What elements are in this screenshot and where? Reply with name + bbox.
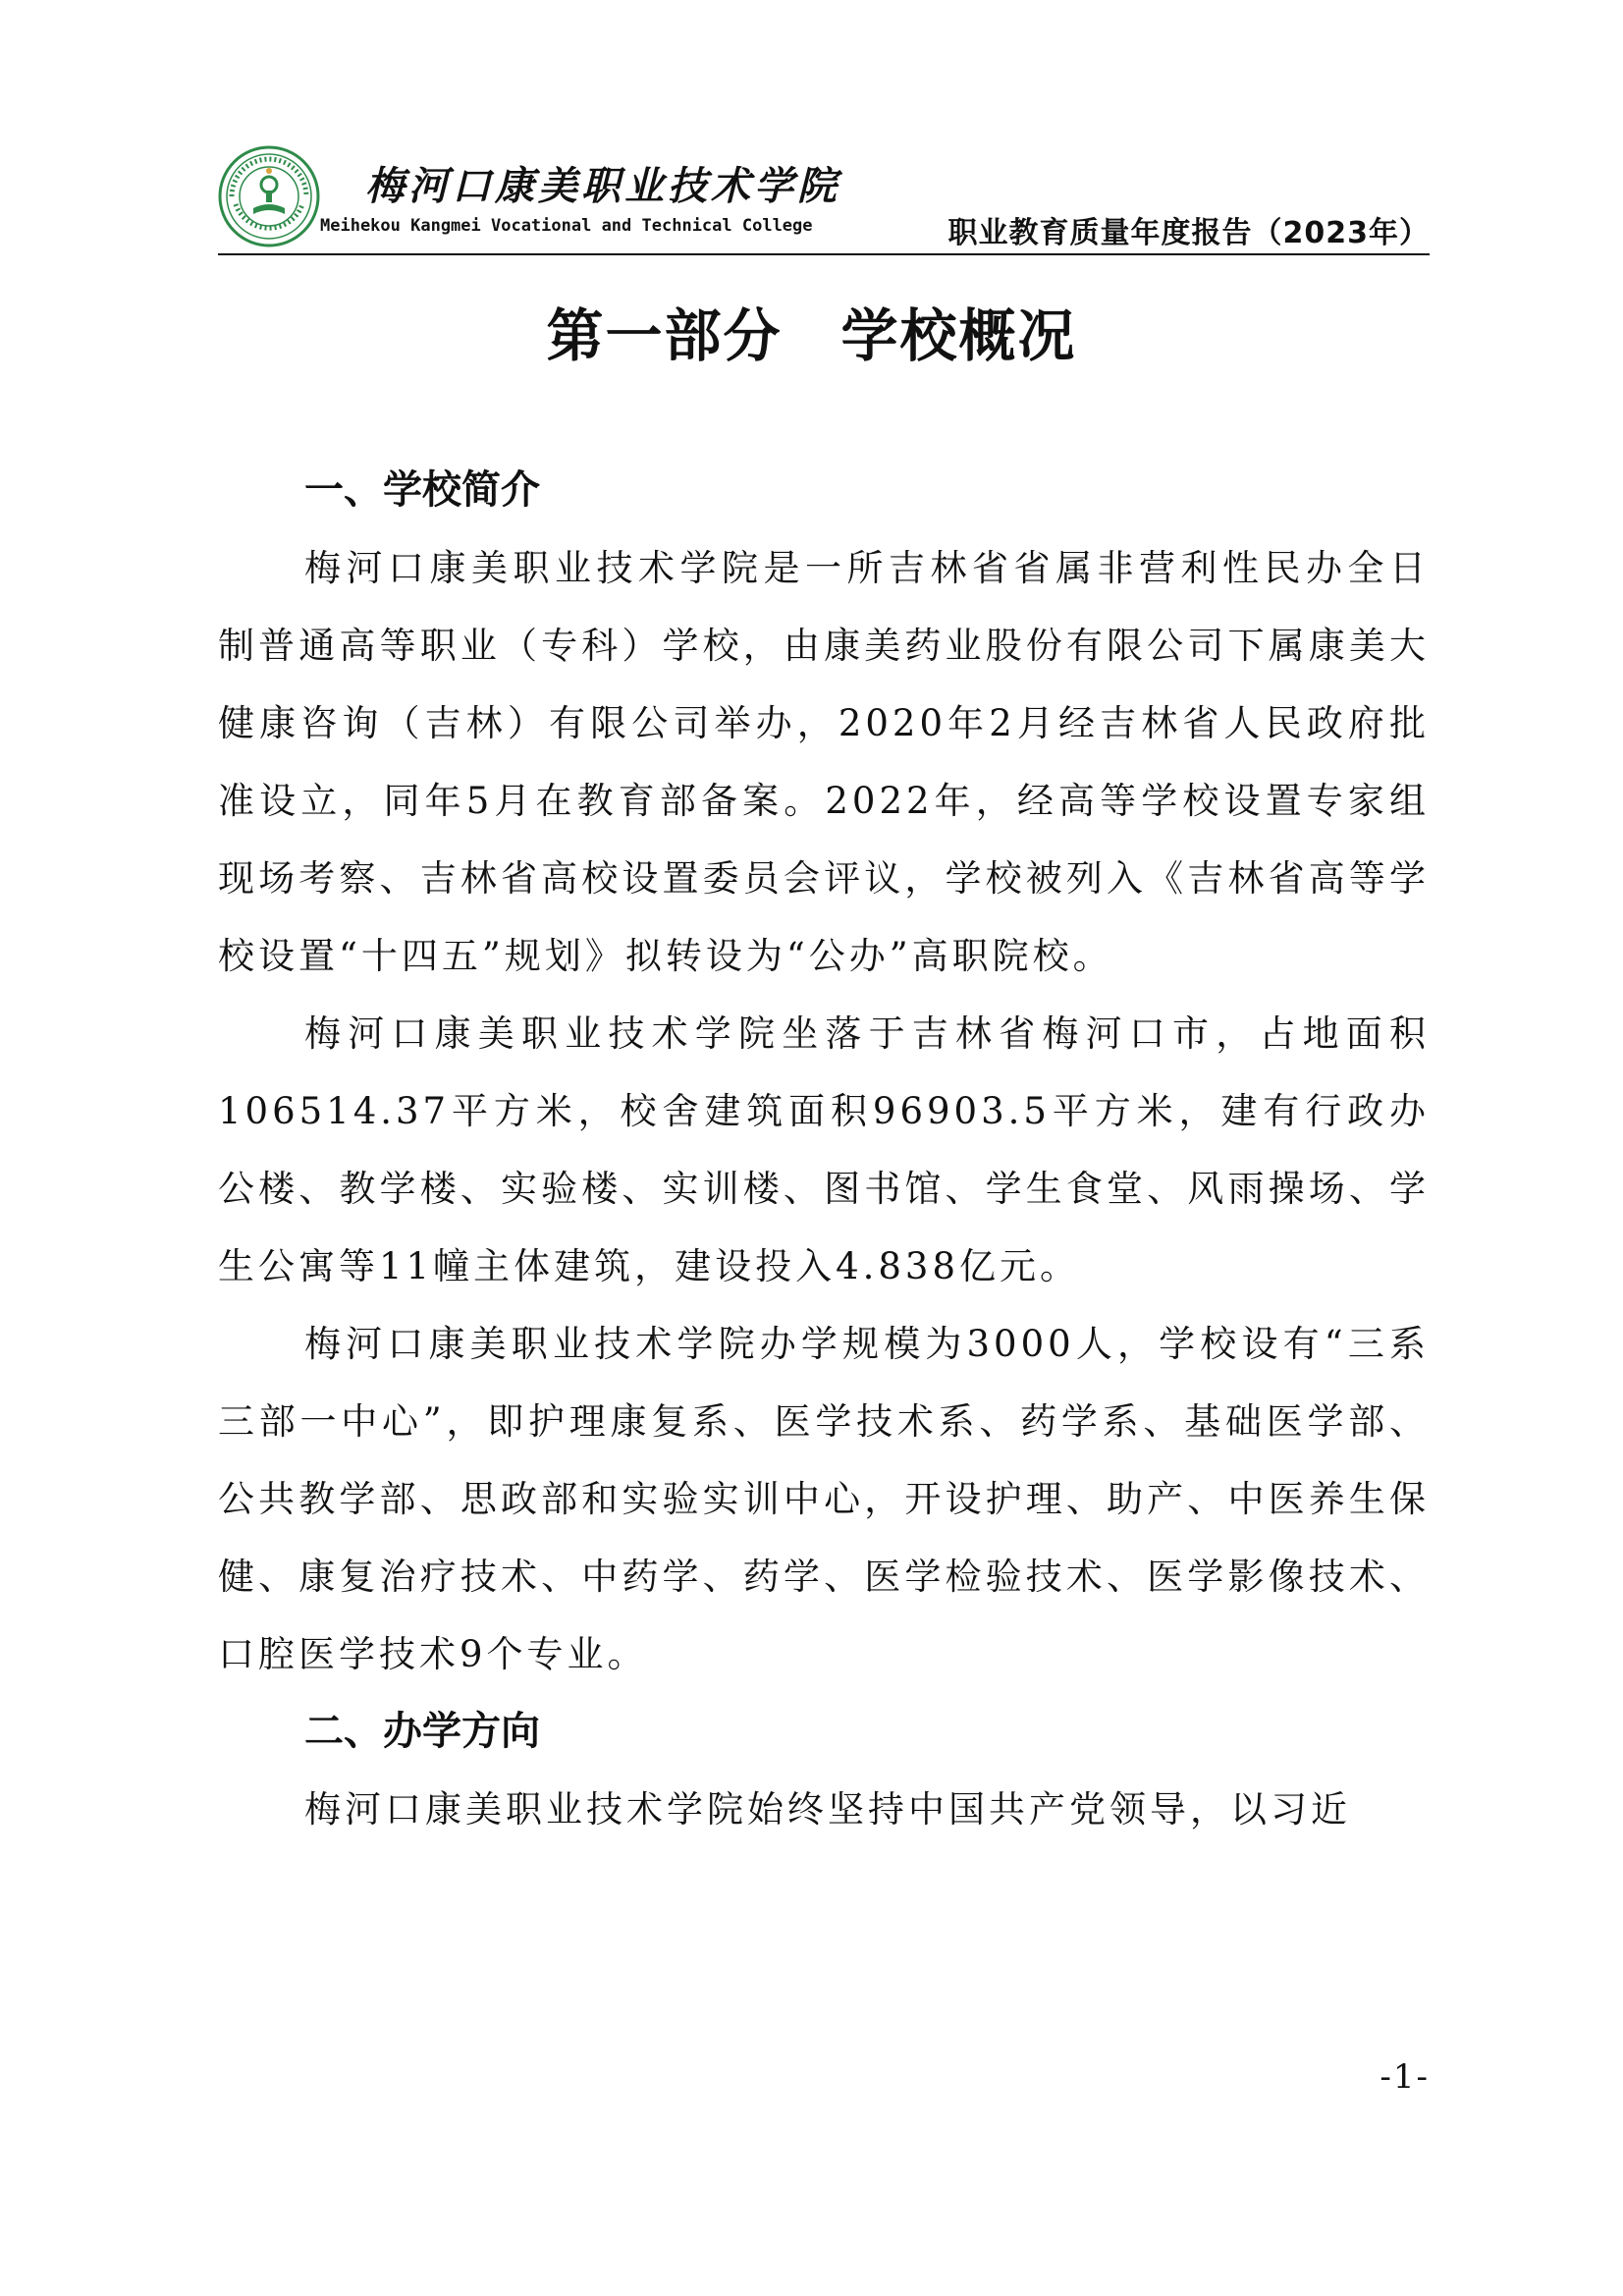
section-heading-introduction: 一、学校简介	[304, 467, 540, 513]
paragraph-direction: 梅河口康美职业技术学院始终坚持中国共产党领导，以习近	[304, 1788, 1351, 1831]
header-divider	[218, 253, 1430, 255]
paragraph-overview: 梅河口康美职业技术学院是一所吉林省省属非营利性民办全日制普通高等职业（专科）学校，由康美药业股份有限公司下属康美大健康咨询（吉林）有限公司举办，2020年2月经吉林省人民政府批准设立，同年5月在教育部备案。2022年，经高等学校设置专家组现场考察、吉林省高校设置委员会评议，学校被列入《吉林省高等学校设置“十四五”规划》拟转设为“公办”高职院校。	[218, 547, 1430, 977]
document-body	[218, 452, 1430, 1848]
section-heading-direction: 二、办学方向	[304, 1709, 540, 1754]
school-name-en: Meihekou Kangmei Vocational and Technical College	[320, 216, 813, 236]
paragraph-scale: 梅河口康美职业技术学院办学规模为3000人，学校设有“三系三部一中心”，即护理康复系、医学技术系、药学系、基础医学部、公共教学部、思政部和实验实训中心，开设护理、助产、中医养生保健、康复治疗技术、中药学、药学、医学检验技术、医学影像技术、口腔医学技术9个专业。	[218, 1323, 1430, 1675]
school-emblem-icon	[218, 145, 320, 247]
part-title: 第一部分 学校概况	[546, 302, 1077, 369]
paragraph-campus: 梅河口康美职业技术学院坐落于吉林省梅河口市，占地面积106514.37平方米，校舍建筑面积96903.5平方米，建有行政办公楼、教学楼、实验楼、实训楼、图书馆、学生食堂、风雨操场、学生公寓等11幢主体建筑，建设投入4.838亿元。	[218, 1012, 1430, 1287]
page-header	[218, 136, 1430, 255]
school-name-cn: 梅河口康美职业技术学院	[365, 163, 840, 209]
report-title: 职业教育质量年度报告（2023年）	[947, 216, 1430, 250]
page-number: -1-	[1380, 2057, 1430, 2097]
